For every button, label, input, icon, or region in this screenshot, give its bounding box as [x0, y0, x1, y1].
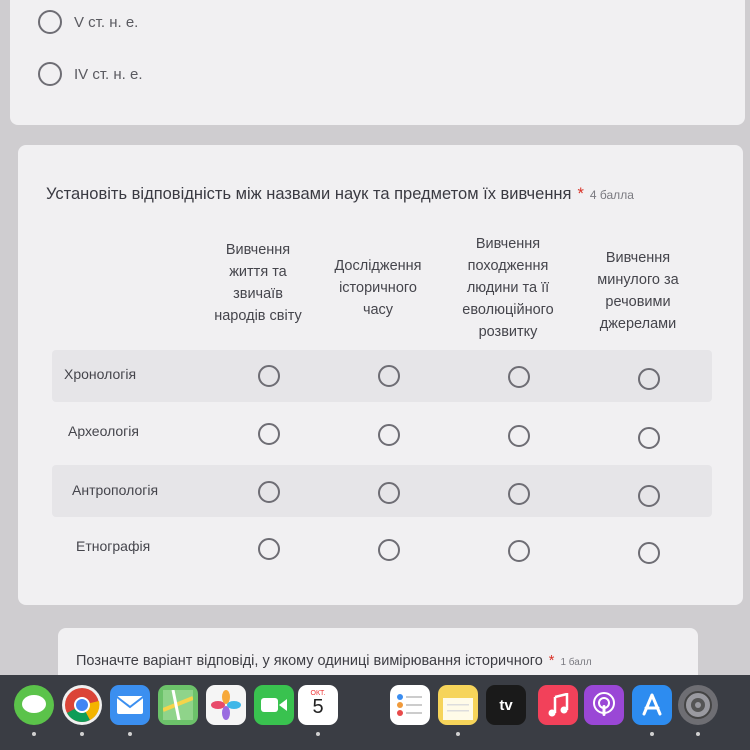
mail-app-icon[interactable]	[110, 685, 150, 725]
facetime-app-icon[interactable]	[254, 685, 294, 725]
reminders-app-icon[interactable]	[390, 685, 430, 725]
required-mark: *	[577, 185, 584, 203]
column-header: Дослідження історичного часу	[334, 258, 422, 318]
calendar-app-icon[interactable]	[298, 685, 338, 725]
column-header: Вивчення життя та звичаїв народів світу	[214, 242, 302, 324]
question-title	[76, 653, 592, 669]
row-label: Антропологія	[72, 482, 159, 498]
previous-question-card	[10, 0, 745, 125]
required-mark: *	[548, 653, 555, 669]
question-title	[46, 185, 634, 204]
running-indicator	[316, 732, 320, 736]
radio-button[interactable]	[38, 10, 62, 34]
grid-row	[52, 407, 712, 459]
maps-app-icon[interactable]	[158, 685, 198, 725]
column-header: Вивчення минулого за речовими джерелами	[597, 250, 679, 332]
radio-button[interactable]	[378, 424, 400, 446]
radio-button[interactable]	[378, 539, 400, 561]
settings-app-icon[interactable]	[678, 685, 718, 725]
radio-button[interactable]	[638, 427, 660, 449]
option-label: IV ст. н. е.	[74, 65, 143, 83]
radio-button[interactable]	[508, 483, 530, 505]
question-text: Установіть відповідність між назвами наук та предметом їх вивчення	[46, 185, 572, 203]
tv-app-icon[interactable]	[486, 685, 526, 725]
row-label: Хронологія	[64, 366, 137, 382]
matching-question-card	[18, 145, 743, 605]
option-label: V ст. н. е.	[74, 13, 139, 31]
grid-row	[52, 465, 712, 517]
grid-row	[52, 520, 712, 572]
question-points: 1 балл	[560, 657, 592, 668]
photos-app-icon[interactable]	[206, 685, 246, 725]
radio-button[interactable]	[508, 366, 530, 388]
radio-button[interactable]	[258, 365, 280, 387]
grid-row	[52, 350, 712, 402]
appstore-app-icon[interactable]	[632, 685, 672, 725]
question-text: Позначте варіант відповіді, у якому одиниці вимірювання історичного	[76, 653, 543, 669]
radio-button[interactable]	[638, 542, 660, 564]
option-row[interactable]	[38, 10, 138, 34]
option-row[interactable]	[38, 62, 143, 86]
messages-app-icon[interactable]	[14, 685, 54, 725]
row-label: Етнографія	[76, 538, 151, 554]
calendar-day: 5	[312, 695, 324, 718]
radio-button[interactable]	[638, 368, 660, 390]
running-indicator	[80, 732, 84, 736]
running-indicator	[696, 732, 700, 736]
radio-button[interactable]	[38, 62, 62, 86]
radio-button[interactable]	[258, 423, 280, 445]
dock	[0, 675, 750, 750]
running-indicator	[128, 732, 132, 736]
running-indicator	[32, 732, 36, 736]
tv-label: tv	[499, 696, 513, 714]
row-label: Археологія	[68, 423, 139, 439]
radio-button[interactable]	[258, 481, 280, 503]
question-points: 4 балла	[589, 188, 634, 202]
running-indicator	[456, 732, 460, 736]
radio-button[interactable]	[378, 365, 400, 387]
radio-button[interactable]	[508, 425, 530, 447]
running-indicator	[650, 732, 654, 736]
radio-button[interactable]	[378, 482, 400, 504]
calendar-month: ОКТ.	[310, 689, 326, 697]
music-app-icon[interactable]	[538, 685, 578, 725]
chrome-app-icon[interactable]	[62, 685, 102, 725]
column-header: Вивчення походження людини та її еволюційного розвитку	[462, 236, 554, 340]
podcasts-app-icon[interactable]	[584, 685, 624, 725]
notes-app-icon[interactable]	[438, 685, 478, 725]
radio-button[interactable]	[508, 540, 530, 562]
radio-button[interactable]	[638, 485, 660, 507]
radio-button[interactable]	[258, 538, 280, 560]
